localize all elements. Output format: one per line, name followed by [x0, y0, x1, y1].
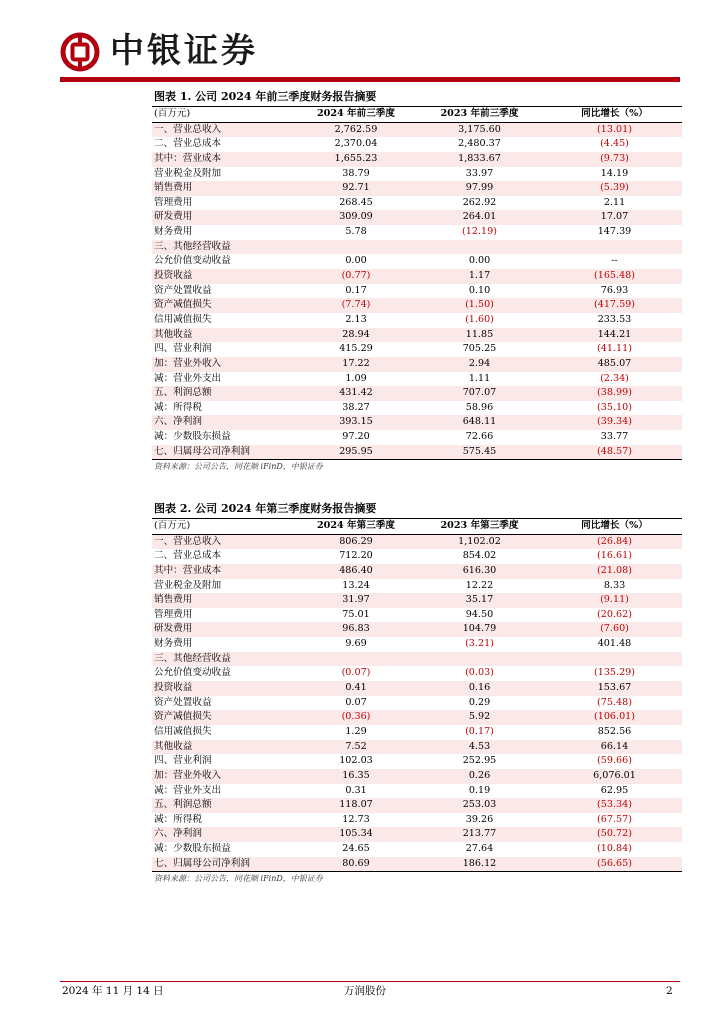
value-cell: 38.27: [342, 401, 370, 413]
table-row: [152, 857, 682, 872]
row-label: 减：所得税: [154, 401, 202, 413]
row-label: 二、营业总成本: [154, 550, 222, 562]
value-cell: 707.07: [462, 387, 497, 399]
value-cell: [300, 240, 412, 255]
value-cell: 2,480.37: [458, 138, 501, 150]
yoy-cell: (41.11): [597, 343, 632, 355]
row-label: 投资收益: [154, 270, 193, 282]
row-label: 加：营业外收入: [154, 769, 222, 781]
value-cell: 80.69: [342, 857, 370, 869]
table-title: 图表 2. 公司 2024 年第三季度财务报告摘要: [152, 500, 682, 519]
table-row: [152, 372, 682, 387]
value-cell: 1.11: [468, 372, 491, 384]
header-rule: [60, 77, 680, 82]
yoy-cell: (106.01): [593, 711, 636, 723]
report-header: [60, 28, 680, 74]
financial-summary-table-9m: [152, 88, 682, 474]
yoy-cell: 14.19: [600, 167, 629, 179]
table-row: [152, 298, 682, 313]
page-number: 2: [666, 985, 673, 997]
yoy-cell: (10.84): [597, 843, 632, 855]
value-cell: 393.15: [339, 416, 373, 428]
table-row: [152, 401, 682, 416]
table-row: [152, 652, 682, 667]
value-cell: 2,762.59: [334, 123, 378, 135]
row-label: 五、利润总额: [154, 387, 212, 399]
yoy-cell: --: [611, 255, 618, 267]
value-cell: 5.78: [345, 226, 367, 238]
value-cell: (3.21): [465, 638, 494, 650]
yoy-cell: 62.95: [600, 784, 629, 796]
yoy-cell: (21.08): [597, 564, 632, 576]
footer-rule: [60, 981, 680, 982]
value-cell: 309.09: [339, 211, 373, 223]
value-cell: 0.41: [345, 682, 367, 694]
value-cell: 35.17: [465, 594, 494, 606]
row-label: 六、净利润: [154, 828, 202, 840]
value-cell: 295.95: [339, 445, 373, 457]
value-cell: 252.95: [462, 755, 497, 767]
value-cell: 0.29: [468, 696, 491, 708]
value-cell: 33.97: [465, 167, 494, 179]
row-label: 减：少数股东损益: [154, 843, 231, 855]
row-label: 信用减值损失: [154, 313, 212, 325]
row-label: 资产处置收益: [154, 696, 212, 708]
yoy-cell: (39.34): [597, 416, 632, 428]
value-cell: 854.02: [462, 550, 497, 562]
header-current-period: 2024 年前三季度: [316, 108, 395, 119]
row-label: 加：营业外收入: [154, 357, 222, 369]
value-cell: (1.60): [465, 313, 494, 325]
value-cell: 3,175.60: [458, 123, 501, 135]
value-cell: (0.07): [341, 667, 371, 679]
yoy-cell: 6,076.01: [593, 769, 636, 781]
table-row: [152, 430, 682, 445]
value-cell: 105.34: [339, 828, 373, 840]
value-cell: 75.01: [342, 608, 370, 620]
row-label: 其中：营业成本: [154, 152, 222, 164]
table-row: [152, 754, 682, 769]
financial-summary-table-q3: [152, 500, 682, 886]
header-prior-period: 2023 年前三季度: [440, 108, 519, 119]
table-row: [152, 196, 682, 211]
value-cell: 616.30: [462, 564, 497, 576]
yoy-cell: 33.77: [600, 431, 629, 443]
row-label: 公允价值变动收益: [154, 255, 231, 267]
yoy-cell: (2.34): [600, 372, 629, 384]
table-body: [152, 535, 682, 872]
value-cell: 575.45: [462, 445, 497, 457]
value-cell: [300, 652, 412, 667]
table-row: [152, 225, 682, 240]
header-yoy-growth: 同比增长（%）: [581, 520, 648, 531]
row-label: 财务费用: [154, 226, 193, 238]
yoy-cell: (165.48): [593, 270, 636, 282]
row-label: 七、归属母公司净利润: [154, 445, 250, 457]
yoy-cell: (20.62): [597, 608, 632, 620]
value-cell: 104.79: [462, 623, 497, 635]
value-cell: 38.79: [342, 167, 370, 179]
yoy-cell: (67.57): [597, 813, 632, 825]
table-row: [152, 579, 682, 594]
yoy-cell: 852.56: [597, 725, 632, 737]
row-label: 投资收益: [154, 682, 193, 694]
table-row: [152, 415, 682, 430]
table-row: [152, 681, 682, 696]
yoy-cell: 153.67: [597, 682, 632, 694]
value-cell: 0.00: [468, 255, 491, 267]
value-cell: 0.00: [345, 255, 367, 267]
table-row: [152, 666, 682, 681]
value-cell: 253.03: [462, 799, 497, 811]
value-cell: 31.97: [342, 594, 370, 606]
row-label: 信用减值损失: [154, 725, 212, 737]
row-label: 资产减值损失: [154, 299, 212, 311]
value-cell: 0.26: [468, 769, 491, 781]
value-cell: 72.66: [465, 431, 494, 443]
yoy-cell: 8.33: [603, 579, 626, 591]
yoy-cell: 144.21: [597, 328, 632, 340]
table-row: [152, 342, 682, 357]
table-source-note: 资料来源：公司公告，同花顺 iFinD，中银证券: [154, 874, 323, 884]
table-row: [152, 386, 682, 401]
header-yoy-growth: 同比增长（%）: [581, 108, 648, 119]
value-cell: 415.29: [339, 343, 373, 355]
value-cell: 97.99: [465, 182, 494, 194]
yoy-cell: (26.84): [597, 535, 632, 547]
yoy-cell: 401.48: [597, 638, 632, 650]
row-label: 销售费用: [154, 594, 193, 606]
table-row: [152, 240, 682, 255]
yoy-cell: 2.11: [603, 196, 626, 208]
row-label: 三、其他经营收益: [154, 652, 231, 664]
yoy-cell: (9.73): [600, 152, 629, 164]
table-row: [152, 564, 682, 579]
table-row: [152, 535, 682, 550]
value-cell: 58.96: [465, 401, 494, 413]
table-row: [152, 842, 682, 857]
table-row: [152, 181, 682, 196]
value-cell: 12.73: [342, 813, 370, 825]
header-unit: (百万元): [154, 108, 191, 119]
yoy-cell: (7.60): [600, 623, 629, 635]
value-cell: 431.42: [339, 387, 373, 399]
table-row: [152, 284, 682, 299]
row-label: 六、净利润: [154, 416, 202, 428]
yoy-cell: [547, 240, 682, 255]
value-cell: 92.71: [342, 182, 370, 194]
table-row: [152, 357, 682, 372]
value-cell: 9.69: [345, 638, 367, 650]
row-label: 管理费用: [154, 608, 193, 620]
value-cell: 705.25: [462, 343, 497, 355]
yoy-cell: (4.45): [600, 138, 629, 150]
yoy-cell: (13.01): [597, 123, 632, 135]
table-row: [152, 784, 682, 799]
row-label: 资产处置收益: [154, 284, 212, 296]
table-row: [152, 137, 682, 152]
value-cell: 16.35: [342, 769, 370, 781]
value-cell: 0.16: [468, 682, 491, 694]
value-cell: (7.74): [341, 299, 371, 311]
value-cell: 5.92: [468, 711, 491, 723]
row-label: 减：所得税: [154, 813, 202, 825]
value-cell: 2.13: [345, 313, 367, 325]
table-row: [152, 696, 682, 711]
yoy-cell: (48.57): [597, 445, 632, 457]
row-label: 资产减值损失: [154, 711, 212, 723]
table-row: [152, 740, 682, 755]
yoy-cell: (417.59): [593, 299, 636, 311]
table-row: [152, 167, 682, 182]
row-label: 七、归属母公司净利润: [154, 857, 250, 869]
yoy-cell: 233.53: [597, 313, 632, 325]
table-header-row: [152, 107, 682, 123]
table-header-row: [152, 519, 682, 535]
value-cell: 118.07: [339, 799, 373, 811]
value-cell: 186.12: [462, 857, 497, 869]
value-cell: 1.17: [468, 270, 491, 282]
yoy-cell: 485.07: [597, 357, 632, 369]
value-cell: 0.31: [345, 784, 367, 796]
yoy-cell: (53.34): [597, 799, 632, 811]
table-row: [152, 123, 682, 138]
value-cell: 486.40: [339, 564, 373, 576]
yoy-cell: (5.39): [600, 182, 629, 194]
value-cell: (0.77): [341, 270, 371, 282]
yoy-cell: (38.99): [597, 387, 632, 399]
value-cell: 712.20: [339, 550, 373, 562]
value-cell: (1.50): [465, 299, 494, 311]
yoy-cell: (56.65): [597, 857, 632, 869]
table-row: [152, 445, 682, 460]
row-label: 二、营业总成本: [154, 138, 222, 150]
value-cell: 96.83: [342, 623, 370, 635]
yoy-cell: (35.10): [597, 401, 632, 413]
value-cell: 2,370.04: [334, 138, 378, 150]
table-body: [152, 123, 682, 460]
row-label: 其他收益: [154, 740, 193, 752]
value-cell: 0.10: [468, 284, 491, 296]
table-title: 图表 1. 公司 2024 年前三季度财务报告摘要: [152, 88, 682, 107]
value-cell: 1.09: [345, 372, 367, 384]
table-row: [152, 725, 682, 740]
row-label: 营业税金及附加: [154, 579, 222, 591]
row-label: 减：营业外支出: [154, 372, 222, 384]
table-row: [152, 798, 682, 813]
report-date: 2024 年 11 月 14 日: [62, 985, 164, 997]
table-row: [152, 269, 682, 284]
value-cell: 1,655.23: [334, 152, 378, 164]
row-label: 公允价值变动收益: [154, 667, 231, 679]
value-cell: 24.65: [342, 843, 370, 855]
value-cell: 97.20: [342, 431, 370, 443]
value-cell: 0.07: [345, 696, 367, 708]
value-cell: 7.52: [345, 740, 367, 752]
value-cell: 1,102.02: [458, 535, 501, 547]
yoy-cell: [547, 652, 682, 667]
header-unit: (百万元): [154, 520, 191, 531]
table-row: [152, 313, 682, 328]
row-label: 三、其他经营收益: [154, 240, 231, 252]
header-current-period: 2024 年第三季度: [316, 520, 395, 531]
row-label: 研发费用: [154, 623, 193, 635]
table-row: [152, 637, 682, 652]
value-cell: 0.17: [345, 284, 367, 296]
row-label: 一、营业总收入: [154, 535, 222, 547]
value-cell: (0.03): [465, 667, 494, 679]
header-prior-period: 2023 年第三季度: [440, 520, 519, 531]
table-row: [152, 210, 682, 225]
yoy-cell: 76.93: [600, 284, 629, 296]
table-row: [152, 608, 682, 623]
yoy-cell: (9.11): [600, 594, 629, 606]
yoy-cell: 147.39: [597, 226, 632, 238]
value-cell: 648.11: [462, 416, 497, 428]
value-cell: 39.26: [465, 813, 494, 825]
value-cell: (12.19): [462, 226, 497, 238]
table-row: [152, 827, 682, 842]
row-label: 其中：营业成本: [154, 564, 222, 576]
row-label: 四、营业利润: [154, 343, 212, 355]
table-row: [152, 769, 682, 784]
row-label: 四、营业利润: [154, 755, 212, 767]
row-label: 研发费用: [154, 211, 193, 223]
value-cell: 806.29: [339, 535, 373, 547]
yoy-cell: (16.61): [597, 550, 632, 562]
yoy-cell: 17.07: [600, 211, 629, 223]
row-label: 五、利润总额: [154, 799, 212, 811]
yoy-cell: 66.14: [600, 740, 629, 752]
value-cell: 94.50: [465, 608, 494, 620]
value-cell: 4.53: [468, 740, 491, 752]
row-label: 销售费用: [154, 182, 193, 194]
yoy-cell: (135.29): [593, 667, 636, 679]
yoy-cell: (59.66): [597, 755, 632, 767]
row-label: 其他收益: [154, 328, 193, 340]
company-name: 万润股份: [344, 985, 386, 997]
row-label: 营业税金及附加: [154, 167, 222, 179]
value-cell: 17.22: [342, 357, 370, 369]
value-cell: 262.92: [462, 196, 497, 208]
table-row: [152, 254, 682, 269]
table-row: [152, 813, 682, 828]
value-cell: 13.24: [342, 579, 370, 591]
row-label: 管理费用: [154, 196, 193, 208]
value-cell: 1.29: [345, 725, 367, 737]
value-cell: [412, 240, 547, 255]
value-cell: 28.94: [342, 328, 370, 340]
value-cell: 0.19: [468, 784, 491, 796]
value-cell: 27.64: [465, 843, 494, 855]
table-row: [152, 152, 682, 167]
table-source-note: 资料来源：公司公告，同花顺 iFinD，中银证券: [154, 462, 323, 472]
value-cell: 102.03: [339, 755, 373, 767]
row-label: 减：少数股东损益: [154, 431, 231, 443]
yoy-cell: (75.48): [597, 696, 632, 708]
bank-of-china-logo-icon: [60, 32, 100, 72]
value-cell: 264.01: [462, 211, 497, 223]
table-row: [152, 328, 682, 343]
table-row: [152, 710, 682, 725]
brand-name: 中银证券: [110, 31, 258, 71]
value-cell: 2.94: [468, 357, 491, 369]
value-cell: (0.17): [465, 725, 494, 737]
value-cell: 12.22: [465, 579, 494, 591]
table-row: [152, 593, 682, 608]
table-row: [152, 549, 682, 564]
row-label: 财务费用: [154, 638, 193, 650]
row-label: 一、营业总收入: [154, 123, 222, 135]
value-cell: 213.77: [462, 828, 497, 840]
row-label: 减：营业外支出: [154, 784, 222, 796]
yoy-cell: (50.72): [597, 828, 632, 840]
value-cell: (0.36): [341, 711, 371, 723]
value-cell: 1,833.67: [458, 152, 501, 164]
value-cell: 268.45: [339, 196, 373, 208]
value-cell: [412, 652, 547, 667]
table-row: [152, 622, 682, 637]
value-cell: 11.85: [465, 328, 494, 340]
